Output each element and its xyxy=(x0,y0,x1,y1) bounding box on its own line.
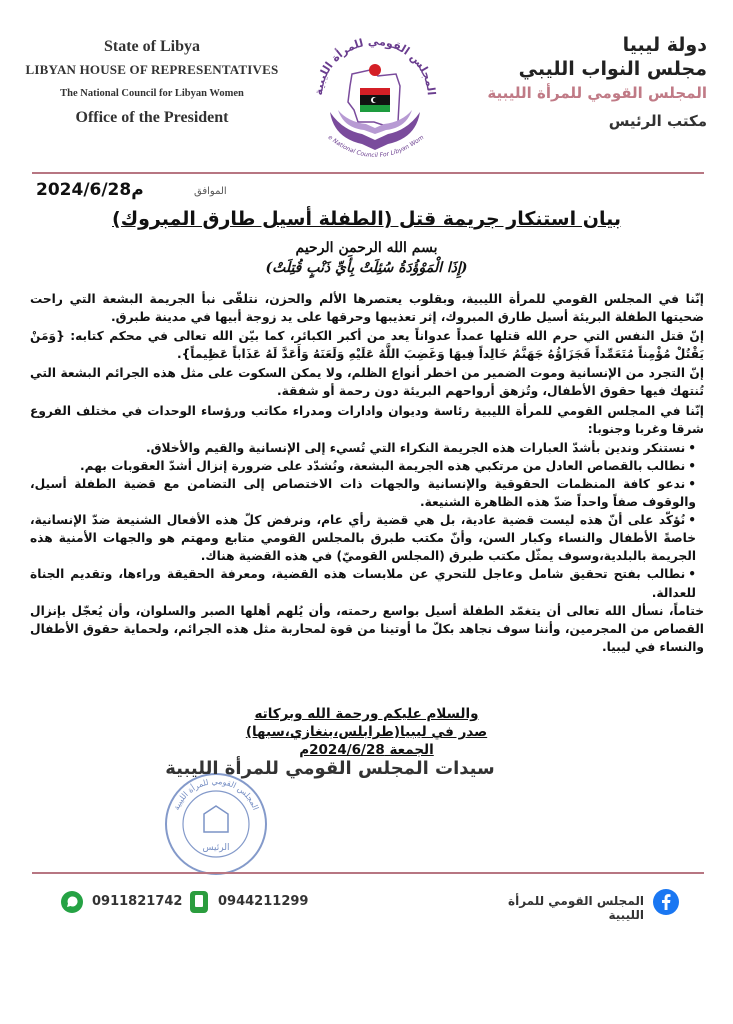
figure-head-icon xyxy=(369,64,381,76)
house-name-en: LIBYAN HOUSE OF REPRESENTATIVES xyxy=(25,62,279,77)
paragraph-1: إنّنا في المجلس القومي للمرأة الليبية، وبقلوب يعتصرها الألم والحزن، نتلقّى نبأ الجريمة البشعة التي راحت ضحيتها الطفلة البريئة أسيل طارق المبروك، إثر تعذيبها وحرقها على يد زوجة أبيها في مدينة طبرق. xyxy=(30,292,704,325)
statement-title: بيان استنكار جريمة قتل (الطفلة أسيل طارق المبروك) xyxy=(112,208,621,230)
council-logo xyxy=(300,26,450,176)
issued-location: صدر في ليبيا(طرابلس،بنغازي،سبها) xyxy=(245,724,488,740)
logo-arc-text-en: e National Council For Libyan Wom xyxy=(326,133,426,160)
state-name-ar: دولة ليبيا xyxy=(622,34,707,56)
stamp-sub: الرئيس xyxy=(202,843,230,853)
salutation: والسلام عليكم ورحمة الله وبركاته xyxy=(254,706,479,722)
flag-green-stripe xyxy=(360,105,390,112)
list-item: • نطالب بفتح تحقيق شامل وعاجل للتحري عن ملابسات هذه القضية، ومعرفة الحقيقة وراءها، وتقديم الجناة للعدالة. xyxy=(30,565,696,601)
footer-divider xyxy=(32,872,704,874)
facebook-page-name: المجلس القومي للمرأة الليبية xyxy=(508,894,644,922)
flag-red-stripe xyxy=(360,88,390,95)
demands-list xyxy=(30,439,704,602)
council-name-ar: المجلس القومي للمرأة الليبية xyxy=(487,84,707,102)
whatsapp-number: 0911821742 xyxy=(92,894,183,909)
date-label: الموافق xyxy=(194,186,227,197)
office-name-en: Office of the President xyxy=(75,109,229,126)
state-name-en: State of Libya xyxy=(104,38,200,55)
stamp-emblem-icon xyxy=(204,806,228,832)
council-name-en: The National Council for Libyan Women xyxy=(60,88,244,99)
list-item: • ندعو كافة المنظمات الحقوقية والإنسانية والجهات ذات الاختصاص إلى التضامن مع قضية الطفلة أسيل، والوقوف صفاً واحداً ضدّ هذه الظاهرة الشنيعة. xyxy=(30,475,696,511)
date-value: 2024/6/28م xyxy=(36,180,144,200)
phone-icon xyxy=(188,890,210,914)
paragraph-4: إنّنا في المجلس القومي للمرأة الليبية رئاسة وديوان وادارات ومدراء مكاتب ورؤساء الوحدات في مختلف الفروع شرقا وغربا وجنوبا: xyxy=(30,403,704,436)
list-item: • نستنكر وندين بأشدّ العبارات هذه الجريمة النكراء التي تُسيء إلى الإنسانية والقيم والأخلاق. xyxy=(30,439,696,457)
basmala: بسم الله الرحمن الرحيم xyxy=(295,240,438,256)
list-item: • نُؤكّد على أنّ هذه ليست قضية عادية، بل هي قضية رأي عام، ونرفض كلّ هذه الأفعال الشنيعة ضدّ الإنسانية، خاصةً الأطفال والنساء وكبار السن، وأنّ مكتب طبرق بالمجلس القومي متابع ومهتم هو والجهات الأمنية هذه الجريمة بالبلدية،وسوف يمثّل مكتب طبرق (المجلس القوميّ) في هذه القضية هناك. xyxy=(30,511,696,565)
phone-number: 0944211299 xyxy=(218,894,309,909)
stamp-text: المجلس القومي للمرأة الليبية xyxy=(171,776,261,812)
issue-date: الجمعة 2024/6/28م xyxy=(299,742,434,758)
whatsapp-icon xyxy=(60,890,84,914)
crescent-cut xyxy=(373,98,378,103)
official-stamp xyxy=(160,768,272,880)
statement-body xyxy=(30,290,704,657)
house-name-ar: مجلس النواب الليبي xyxy=(518,58,707,80)
facebook-icon xyxy=(652,888,680,916)
quran-verse: (إِذَا الْمَوْؤُدَةُ سُئِلَتْ بِأَيِّ ذَنْبٍ قُتِلَتْ) xyxy=(265,260,468,276)
signature: سيدات المجلس القومي للمرأة الليبية xyxy=(165,758,495,779)
paragraph-2: إنّ قتل النفس التي حرم الله قتلها عمداً عدواناً يعد من أكبر الكبائر، كما بيّن الله تعالى في محكم كتابه: {وَمَنْ يَقْتُلْ مُؤْمِناً مُتَعَمِّداً فَجَزَاؤُهُ جَهَنَّمُ خَالِداً فِيهَا وَغَضِبَ اللَّهُ عَلَيْهِ وَلَعَنَهُ وَأَعَدَّ لَهُ عَذَاباً عَظِيماً}. xyxy=(30,329,704,362)
list-item: • نطالب بالقصاص العادل من مرتكبي هذه الجريمة البشعة، ونُشدّد على ضرورة إنزال أشدّ العقوبات بهم. xyxy=(30,457,696,475)
header-arabic xyxy=(467,34,707,130)
header-divider xyxy=(32,172,704,174)
paragraph-3: إنّ التجرد من الإنسانية وموت الضمير من اخطر أنواع الظلم، ولا يمكن السكوت على مثل هذه الجرائم البشعة التي تُنتهك فيها حقوق الأطفال، وتُزهق أرواحهم البريئة دون رحمة أو شفقة. xyxy=(30,366,704,399)
final-paragraph: ختاماً، نسأل الله تعالى أن يتغمّد الطفلة أسيل بواسع رحمته، وأن يُلهم أهلها الصبر والسلوان، وأن يُعجّل بإنزال القصاص من المجرمين، وأننا سوف نجاهد بكلّ ما أوتينا من قوة لمحاربة مثل هذه الجرائم، ولحماية حقوق الأطفال والنساء في ليبيا. xyxy=(30,603,704,654)
header-english xyxy=(22,36,282,127)
logo-arc-text: المجلس القومي للمرأة الليبية xyxy=(312,34,438,96)
office-name-ar: مكتب الرئيس xyxy=(608,112,707,130)
date-row xyxy=(36,180,266,202)
footer xyxy=(32,880,704,930)
